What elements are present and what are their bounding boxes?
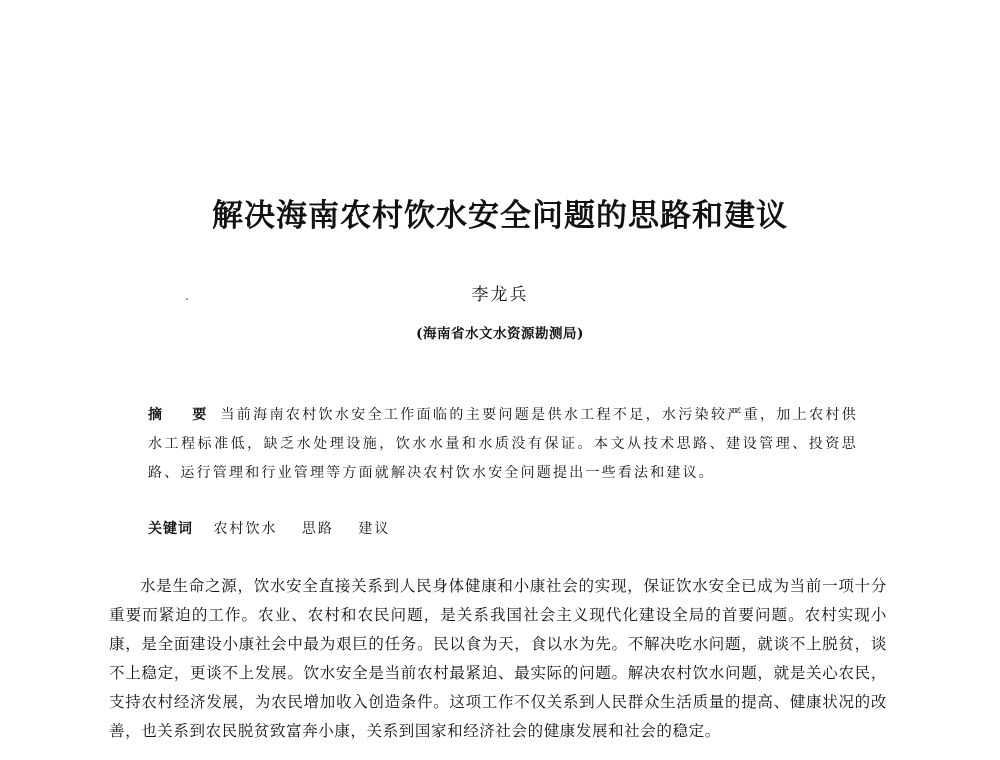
abstract-label: 摘 要 xyxy=(148,407,215,423)
author-affiliation: (海南省水文水资源勘测局) xyxy=(416,326,584,342)
keywords-section xyxy=(148,517,858,541)
keyword-item: 思路 xyxy=(301,521,334,537)
abstract-text: 当前海南农村饮水安全工作面临的主要问题是供水工程不足，水污染较严重，加上农村供水工程标准低，缺乏水处理设施，饮水水量和水质没有保证。本文从技术思路、建设管理、投资思路、运行管理和行业管理等方面就解决农村饮水安全问题提出一些看法和建议。 xyxy=(148,407,858,481)
keyword-item: 农村饮水 xyxy=(213,521,278,537)
body-paragraph: 水是生命之源，饮水安全直接关系到人民身体健康和小康社会的实现，保证饮水安全已成为当前一项十分重要而紧迫的工作。农业、农村和农民问题，是关系我国社会主义现代化建设全局的首要问题。农村实现小康，是全面建设小康社会中最为艰巨的任务。民以食为天，食以水为先。不解决吃水问题，就谈不上脱贫，谈不上稳定，更谈不上发展。饮水安全是当前农村最紧迫、最实际的问题。解决农村饮水问题，就是关心农民，支持农村经济发展，为农民增加收入创造条件。这项工作不仅关系到人民群众生活质量的提高、健康状况的改善，也关系到农民脱贫致富奔小康，关系到国家和经济社会的健康发展和社会的稳定。 xyxy=(109,577,887,740)
author-name: 李龙兵 xyxy=(471,285,529,305)
keywords-label: 关键词 xyxy=(148,521,193,537)
paper-title: 解决海南农村饮水安全问题的思路和建议 xyxy=(212,198,788,234)
keyword-item: 建议 xyxy=(358,521,391,537)
abstract-section xyxy=(148,401,858,488)
